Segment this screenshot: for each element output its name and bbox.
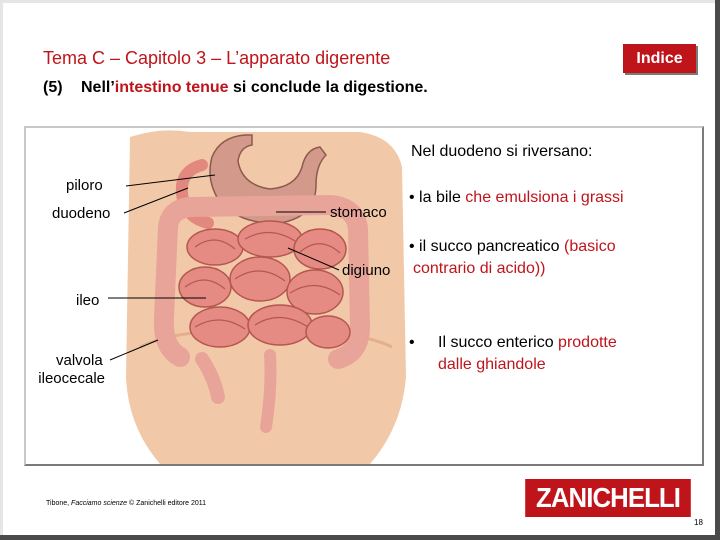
footer-book: Facciamo scienze bbox=[71, 500, 128, 507]
label-duodeno: duodeno bbox=[52, 205, 111, 222]
item-pancreatic-desc-b: contrario di acido)) bbox=[413, 260, 546, 277]
subtitle-post: si conclude la digestione. bbox=[228, 79, 428, 96]
footer-publisher: © Zanichelli editore 2011 bbox=[129, 500, 207, 507]
label-ileo: ileo bbox=[76, 292, 100, 309]
item-pancreatic-desc-a: (basico bbox=[559, 238, 616, 255]
label-ileocecale: ileocecale bbox=[38, 370, 105, 387]
indice-button[interactable]: Indice bbox=[623, 44, 696, 73]
page-title: Tema C – Capitolo 3 – L’apparato digerente bbox=[43, 48, 391, 68]
label-piloro: piloro bbox=[66, 177, 103, 194]
subtitle-pre: Nell’ bbox=[81, 79, 115, 96]
item-enteric-bullet: • bbox=[409, 334, 415, 351]
item-enteric-desc-a: prodotte bbox=[553, 334, 617, 351]
label-digiuno: digiuno bbox=[342, 262, 391, 279]
label-stomaco: stomaco bbox=[330, 204, 387, 221]
footer-credit bbox=[46, 500, 206, 507]
zanichelli-logo: ZANICHELLI bbox=[525, 479, 691, 517]
item-enteric bbox=[438, 332, 617, 354]
subtitle-highlight: intestino tenue bbox=[114, 79, 229, 96]
label-valvola: valvola bbox=[56, 352, 103, 369]
item-pancreatic-term: • il succo pancreatico bbox=[409, 238, 560, 255]
item-pancreatic bbox=[409, 236, 616, 258]
item-bile-desc: che emulsiona i grassi bbox=[460, 189, 624, 206]
footer-author: Tibone, bbox=[46, 500, 70, 507]
item-bile bbox=[409, 187, 624, 209]
item-enteric-term: Il succo enterico bbox=[438, 334, 554, 351]
slide-border-bottom bbox=[0, 535, 720, 540]
slide-border-right bbox=[715, 0, 720, 540]
item-bile-term: • la bile bbox=[409, 189, 461, 206]
section-number: (5) bbox=[43, 79, 63, 96]
page-number: 18 bbox=[694, 518, 703, 527]
item-enteric-desc-b: dalle ghiandole bbox=[438, 356, 546, 373]
content-heading: Nel duodeno si riversano: bbox=[411, 143, 593, 160]
